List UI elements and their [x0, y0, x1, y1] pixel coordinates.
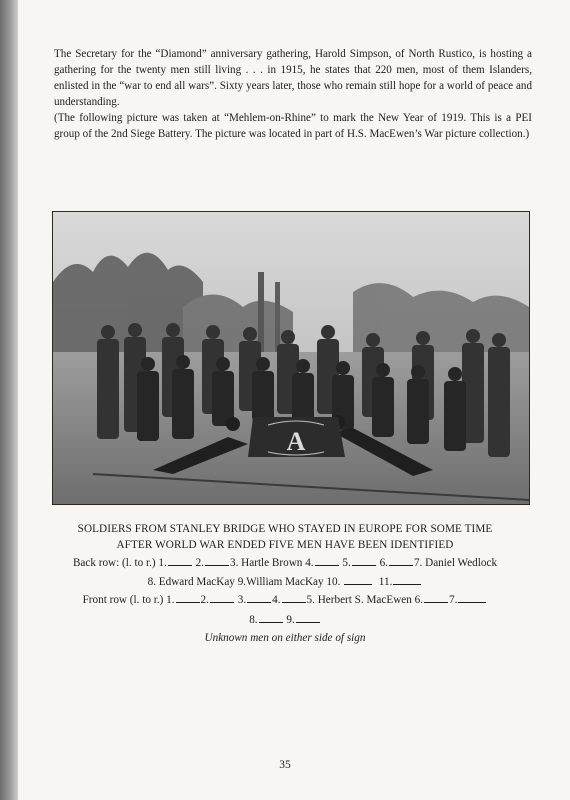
blank-line: [210, 593, 234, 603]
front-row-4: 4.: [272, 594, 281, 606]
blank-line: [176, 593, 200, 603]
front-row-line-1: [0, 592, 570, 608]
back-row-3: 3. Hartle Brown: [229, 557, 303, 569]
front-row-3: 3.: [237, 594, 247, 606]
front-row-9: 9.: [286, 614, 295, 626]
back-row-11: 11.: [378, 576, 393, 588]
back-row-label: Back row: (l. to r.) 1.: [72, 557, 167, 569]
blank-line: [259, 613, 283, 623]
sign-letter: A: [286, 427, 306, 456]
back-row-10: 10.: [326, 576, 341, 588]
back-row-line-1: [0, 555, 570, 571]
blank-line: [205, 556, 229, 566]
back-row-line-2: [0, 574, 570, 590]
blank-line: [296, 613, 320, 623]
photo-note-paragraph: (The following picture was taken at “Mehlem-on-Rhine” to mark the New Year of 1919. This is a PEI group of the 2nd Siege Battery. The picture was located in part of H.S. MacEwen’s War picture collection.): [54, 112, 532, 140]
blank-line: [315, 556, 339, 566]
blank-line: [389, 556, 413, 566]
front-row-7: 7.: [449, 594, 458, 606]
blank-line: [168, 556, 192, 566]
blank-line: [352, 556, 376, 566]
blank-line: [282, 593, 306, 603]
blank-line: [424, 593, 448, 603]
page-number: 35: [279, 759, 291, 771]
caption-line-2: AFTER WORLD WAR ENDED FIVE MEN HAVE BEEN IDENTIFIED: [116, 539, 454, 551]
back-row-8: 8. Edward MacKay: [147, 576, 235, 588]
unknown-men-note: Unknown men on either side of sign: [204, 632, 366, 644]
back-row-4: 4.: [305, 557, 314, 569]
front-row-8: 8.: [249, 614, 258, 626]
group-photograph: [52, 211, 530, 505]
blank-line: [458, 593, 486, 603]
page-binding-shadow: [0, 0, 18, 800]
blank-line: [393, 575, 421, 585]
back-row-5: 5.: [342, 557, 351, 569]
blank-line: [247, 593, 271, 603]
back-row-2: 2.: [195, 557, 204, 569]
front-row-5: 5. Herbert S. MacEwen: [306, 594, 412, 606]
intro-paragraph: The Secretary for the “Diamond” anniversary gathering, Harold Simpson, of North Rustico, is hosting a gathering for the twenty men still living . . . in 1915, he states that 220 men, most of them Islanders, enlisted in the “war to end all wars”. Sixty years later, those who remain still hope for a world of peace and understanding.: [54, 48, 532, 108]
back-row-9: 9.William MacKay: [237, 576, 324, 588]
blank-line: [344, 575, 372, 585]
back-row-6: 6.: [379, 557, 388, 569]
front-row-2: 2.: [200, 594, 209, 606]
front-row-line-2: [0, 612, 570, 628]
caption-line-1: SOLDIERS FROM STANLEY BRIDGE WHO STAYED IN EUROPE FOR SOME TIME: [77, 523, 493, 535]
back-row-7: 7. Daniel Wedlock: [413, 557, 498, 569]
battery-sign: [248, 417, 345, 457]
front-row-label: Front row (l. to r.) 1.: [82, 594, 175, 606]
front-row-6: 6.: [414, 594, 424, 606]
